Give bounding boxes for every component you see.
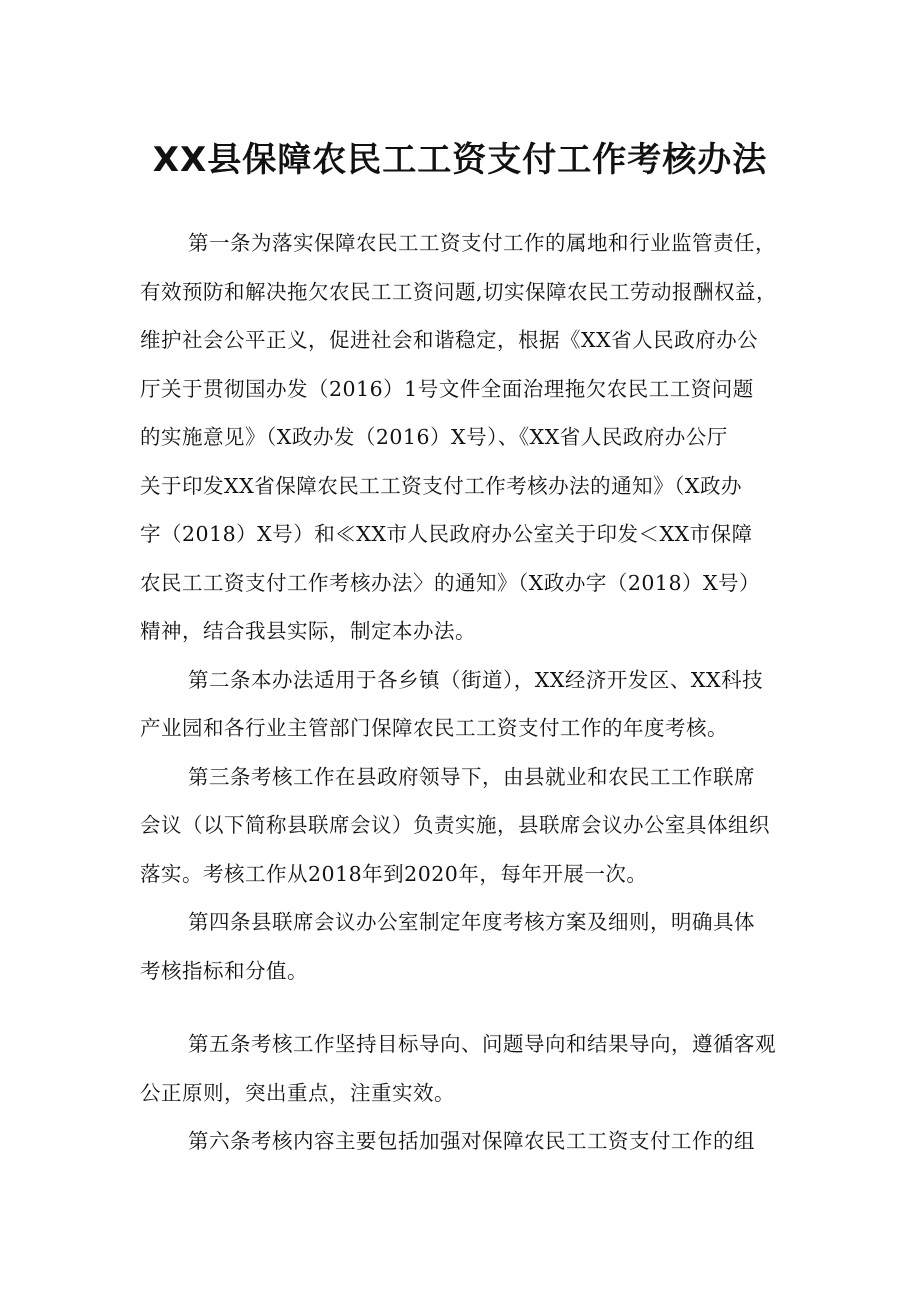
text-line: 关于印发XX省保障农民工工资支付工作考核办法的通知》（X政办 (140, 473, 743, 498)
text-line: 第一条为落实保障农民工工资支付工作的属地和行业监管责任， (188, 231, 776, 255)
document-title: XX县保障农民工工资支付工作考核办法 (152, 140, 768, 180)
article-5 (140, 1020, 788, 1117)
text-line: 精神，结合我县实际，制定本办法。 (140, 619, 476, 643)
paragraph-gap (140, 995, 788, 1020)
text-line: 第二条本办法适用于各乡镇（街道），XX经济开发区、XX科技 (188, 667, 764, 692)
text-line: 有效预防和解决拖欠农民工工资问题,切实保障农民工劳动报酬权益， (140, 279, 778, 304)
text-line: 会议（以下简称县联席会议）负责实施，县联席会议办公室具体组织 (140, 813, 770, 837)
text-line: 的实施意见》（X政办发（2016）X号）、《XX省人民政府办公厅 (140, 425, 728, 449)
article-4 (140, 898, 788, 995)
text-line: 第五条考核工作坚持目标导向、问题导向和结果导向，遵循客观 (188, 1032, 776, 1056)
article-1 (140, 219, 788, 656)
text-line: 维护社会公平正义，促进社会和谐稳定，根据《XX省人民政府办公 (140, 328, 759, 352)
article-6 (140, 1117, 788, 1166)
text-line: 公正原则，突出重点，注重实效。 (140, 1080, 455, 1105)
text-line: 字（2018）X号）和≪XX市人民政府办公室关于印发＜XX市保障 (140, 522, 753, 546)
article-3 (140, 753, 788, 899)
text-line: 考核指标和分值。 (140, 958, 308, 983)
article-2 (140, 656, 788, 753)
document-body (140, 219, 788, 1166)
text-line: 农民工工资支付工作考核办法〉的通知》（X政办字（2018）X号） (140, 570, 761, 595)
text-line: 落实。考核工作从2018年到2020年，每年开展一次。 (140, 861, 648, 886)
text-line: 厅关于贯彻国办发（2016）1号文件全面治理拖欠农民工工资问题 (140, 376, 754, 401)
text-line: 产业园和各行业主管部门保障农民工工资支付工作的年度考核。 (140, 716, 728, 740)
text-line: 第四条县联席会议办公室制定年度考核方案及细则，明确具体 (188, 910, 755, 934)
text-line: 第六条考核内容主要包括加强对保障农民工工资支付工作的组 (188, 1129, 755, 1153)
text-line: 第三条考核工作在县政府领导下，由县就业和农民工工作联席 (188, 764, 755, 789)
